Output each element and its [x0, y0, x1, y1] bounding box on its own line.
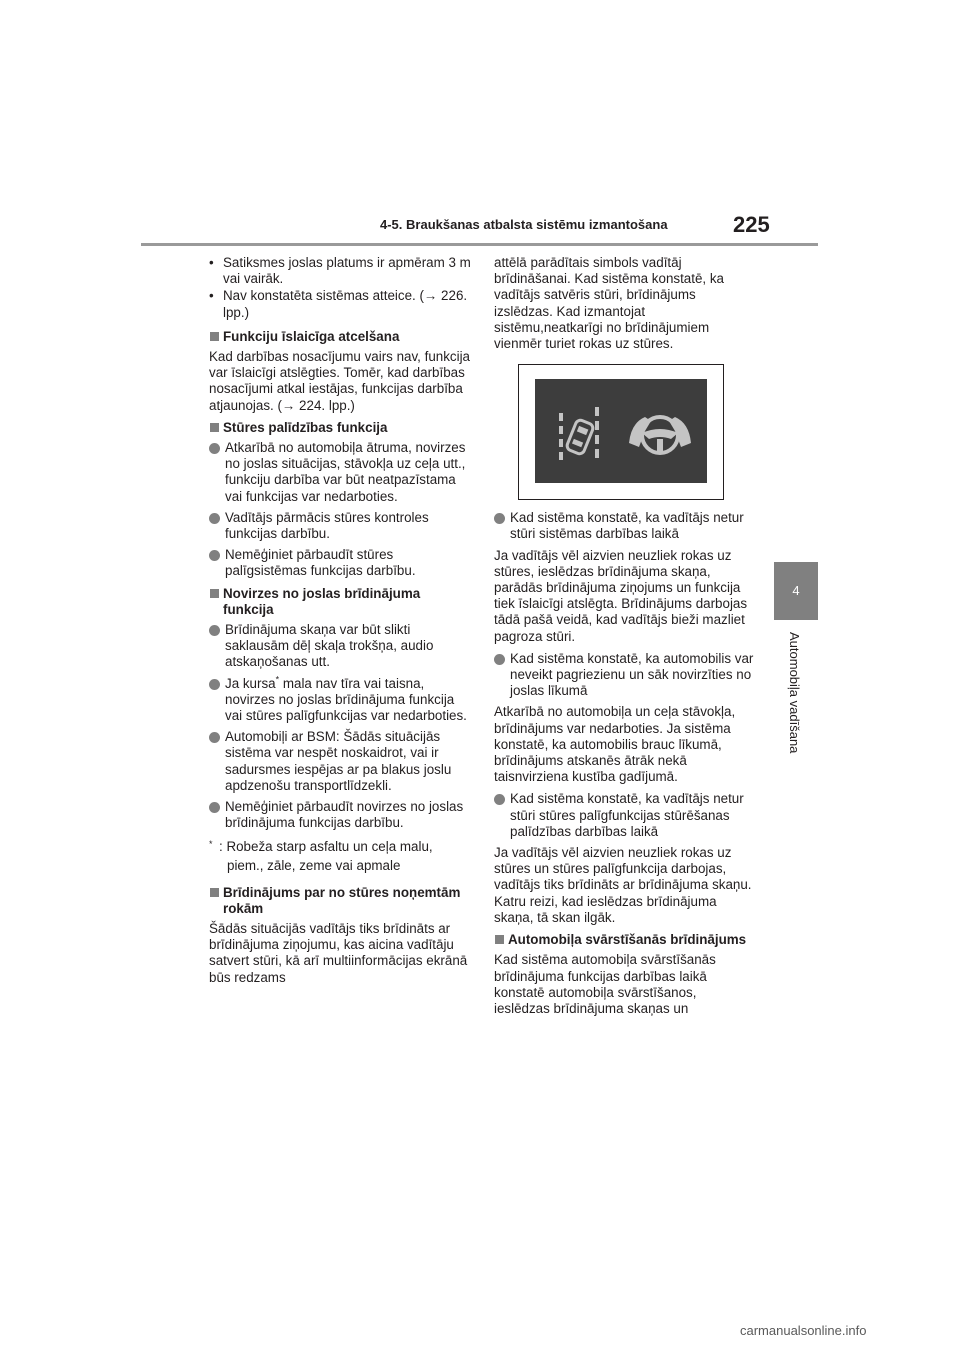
paragraph: Kad sistēma automobiļa svārstīšanās brīdinājuma funkcijas darbības laikā konstatē automobiļa svārstīšanos, ieslēdzas brīdinājuma skaņas un: [494, 952, 716, 1016]
section-heading: [209, 420, 471, 436]
warning-display-figure: [518, 364, 724, 500]
bullet-text: Atkarībā no automobiļa ātruma, novirzes no joslas situācijas, stāvokļa uz ceļa utt., funkciju darbība var būt neatpazīstama vai funkcijas var nedarboties.: [225, 440, 466, 504]
circle-bullet-icon: [209, 443, 220, 454]
paragraph: Šādās situācijās vadītājs tiks brīdināts ar brīdinājuma ziņojumu, kas aicina vadītāju satvert stūri, kā arī multiinformācijas ekrānā būs redzams: [209, 920, 468, 985]
bullet-text: Nemēģiniet pārbaudīt stūres palīgsistēmas funkcijas darbību.: [225, 547, 416, 579]
chapter-title-text: Automobiļa vadīšana: [787, 632, 802, 754]
footnote: * : Robeža starp asfaltu un ceļa malu, piem., zāle, zeme vai apmale: [209, 838, 433, 873]
chapter-tab[interactable]: 4: [774, 562, 818, 620]
page-number: 225: [733, 212, 770, 237]
circle-bullet-icon: [209, 513, 220, 524]
circle-bullet-icon: [209, 625, 220, 636]
lane-departure-car-icon: [557, 407, 603, 463]
bullet-item: [209, 622, 471, 671]
bullet-text-end: mala nav tīra vai taisna, novirzes no joslas brīdinājuma funkcija vai stūres palīgfunkcijas var nedarboties.: [225, 675, 467, 724]
dash-marker: •: [209, 255, 214, 270]
hands-on-steering-wheel-icon: [627, 413, 693, 457]
section-heading: [494, 932, 754, 948]
dash-text: Satiksmes joslas platums ir apmēram 3 m vai vairāk.: [223, 255, 471, 287]
heading-text: Stūres palīdzības funkcija: [223, 419, 388, 435]
watermark: carmanualsonline.info: [740, 1323, 867, 1338]
footnote-text: : Robeža starp asfaltu un ceļa malu, piem., zāle, zeme vai apmale: [219, 838, 433, 873]
bullet-text: Kad sistēma konstatē, ka vadītājs netur stūri sistēmas darbības laikā: [510, 510, 744, 542]
bullet-text: Nemēģiniet pārbaudīt novirzes no joslas brīdinājuma funkcijas darbību.: [225, 799, 464, 831]
bullet-text-start: Ja kursa: [225, 675, 276, 691]
bullet-text: Brīdinājuma skaņa var būt slikti saklausām dēļ skaļa trokšņa, audio atskaņošanas utt.: [225, 622, 434, 670]
paragraph: Atkarībā no automobiļa un ceļa stāvokļa, brīdinājums var nedarboties. Ja sistēma konstatē, ka automobilis brauc līkumā, brīdinājums atskanēs ātrāk nekā taisnvirziena kustība gadījumā.: [494, 704, 736, 785]
paragraph: Kad darbības nosacījumu vairs nav, funkcija var īslaicīgi atslēgties. Tomēr, kad darbības nosacījumi atkal iestājas, funkcijas darbība atjaunojas. (→ 224. lpp.): [209, 349, 471, 413]
square-bullet-icon: [210, 423, 219, 432]
paragraph: Ja vadītājs vēl aizvien neuzliek rokas uz stūres un stūres palīgfunkcija darbojas, vadītājs tiks brīdināts ar brīdinājuma skaņu. Katru reizi, kad ieslēdzas brīdinājuma skaņa, tā skan ilgāk.: [494, 845, 752, 925]
section-heading: [209, 885, 471, 917]
header-section-title: 4-5. Braukšanas atbalsta sistēmu izmantošana: [380, 217, 668, 232]
chapter-title-vertical: [787, 632, 805, 772]
bullet-item: [209, 547, 471, 579]
circle-bullet-icon: [209, 550, 220, 561]
left-column: [209, 255, 471, 992]
circle-bullet-icon: [209, 802, 220, 813]
dash-item: [209, 255, 471, 287]
bullet-item: [494, 510, 754, 542]
section-heading: [209, 329, 471, 345]
bullet-text: Kad sistēma konstatē, ka vadītājs netur stūri stūres palīgfunkcijas stūrēšanas palīdzības darbības laikā: [510, 791, 744, 839]
bullet-item: [209, 729, 471, 794]
heading-text: Brīdinājums par no stūres noņemtām rokām: [223, 884, 461, 916]
paragraph: attēlā parādītais simbols vadītāj brīdināšanai. Kad sistēma konstatē, ka vadītājs satvēris stūri, brīdinājums izslēdzas. Kad izmantojat sistēmu,neatkarīgi no brīdinājumiem vienmēr turiet rokas uz stūres.: [494, 255, 725, 352]
square-bullet-icon: [495, 935, 504, 944]
bullet-text: Vadītājs pārmācis stūres kontroles funkcijas darbību.: [225, 509, 429, 542]
right-column: [494, 255, 754, 1023]
bullet-item: [209, 440, 471, 505]
bullet-item: [209, 510, 471, 542]
circle-bullet-icon: [209, 679, 220, 690]
paragraph: Ja vadītājs vēl aizvien neuzliek rokas uz stūres, ieslēdzas brīdinājuma skaņa, parādās brīdinājuma ziņojums un funkcija tiek īslaicīgi atslēgta. Brīdinājums darbojas tādā pašā veidā, kad vadītājs bieži mazliet pagroza stūri.: [494, 547, 748, 644]
bullet-item: [494, 651, 754, 700]
bullet-item: [494, 791, 754, 840]
heading-text: Novirzes no joslas brīdinājuma funkcija: [223, 585, 421, 617]
multi-information-display: [535, 379, 707, 483]
bullet-item: [209, 799, 471, 831]
bullet-text: Automobiļi ar BSM: Šādās situācijās sistēma var nespēt noskaidrot, vai ir sadursmes iespējas ar pa blakus joslu apdzenošu transportlīdzekli.: [225, 729, 452, 793]
circle-bullet-icon: [494, 794, 505, 805]
bullet-item: [209, 676, 471, 725]
heading-text: Automobiļa svārstīšanās brīdinājums: [508, 932, 747, 948]
header-rule: [141, 243, 818, 246]
dash-marker: •: [209, 288, 214, 304]
section-heading: [209, 586, 471, 618]
circle-bullet-icon: [494, 513, 505, 524]
square-bullet-icon: [210, 332, 219, 341]
square-bullet-icon: [210, 589, 219, 598]
heading-text: Funkciju īslaicīga atcelšana: [223, 328, 400, 344]
square-bullet-icon: [210, 888, 219, 897]
circle-bullet-icon: [494, 654, 505, 665]
circle-bullet-icon: [209, 732, 220, 743]
bullet-text: Kad sistēma konstatē, ka automobilis var neveikt pagriezienu un sāk novirzīties no joslas līkumā: [510, 650, 754, 699]
asterisk-mark: *: [275, 674, 280, 685]
dash-text: Nav konstatēta sistēmas atteice. (→ 226. lpp.): [223, 288, 468, 320]
dash-item: [209, 288, 471, 320]
